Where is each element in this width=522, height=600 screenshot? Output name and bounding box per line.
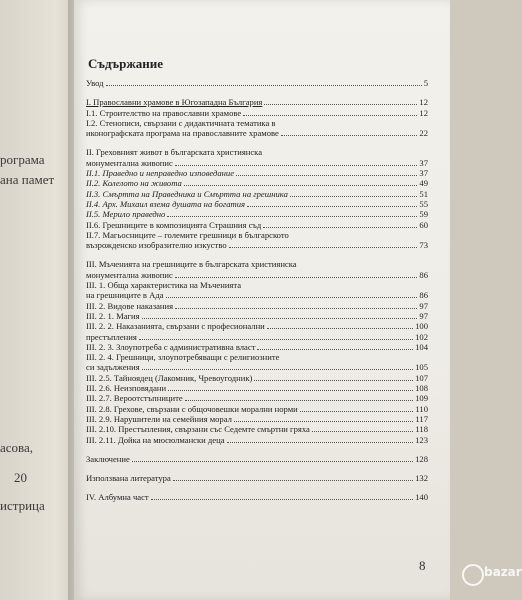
toc-entry (86, 492, 432, 502)
toc-leader (166, 297, 417, 298)
toc-gap (86, 138, 432, 147)
toc-entry-text: IV. Албумна част (86, 492, 149, 503)
toc-entry (86, 128, 432, 138)
toc-entry-text: I.2. Стенописи, свързани с дидактичната тематика в (86, 117, 276, 128)
toc-entry-page: 117 (415, 413, 428, 424)
toc-entry (86, 178, 432, 188)
toc-entry-text: престъпления (86, 331, 137, 342)
toc-entry-text: II.4. Арх. Михаил взема душата на богатия (86, 198, 246, 209)
toc-entry-page: 105 (415, 362, 428, 373)
toc-entry (86, 424, 432, 434)
toc-entry-text: II.1. Праведно и неправедно изповедание (86, 168, 235, 179)
toc-entry-page: 108 (415, 383, 428, 394)
toc-entry-page: 109 (415, 393, 428, 404)
toc-entry-text: I. Православни храмове в Югозападна България (86, 97, 263, 108)
toc-entry (86, 118, 432, 128)
toc-entry (86, 473, 432, 483)
toc-entry-text: Заключение (86, 453, 130, 464)
toc-leader (142, 369, 413, 370)
toc-entry-text: II. Греховният живот в българската християнска (86, 147, 263, 158)
toc-entry-page: 51 (419, 188, 428, 199)
toc-entry (86, 301, 432, 311)
toc-entry-page: 22 (419, 128, 428, 139)
toc-gap (86, 445, 432, 454)
toc-gap (86, 483, 432, 492)
toc-entry (86, 393, 432, 403)
toc-entry-text: III. 2.8. Грехове, свързани с общочовешки морални норми (86, 403, 298, 414)
toc-entry (86, 373, 432, 383)
toc-gap (86, 464, 432, 473)
toc-entry-text: възрожденско изобразително изкуство (86, 240, 227, 251)
toc-entry-text: III. 2. 2. Наказанията, свързани с професионални (86, 321, 265, 332)
toc-entry-text: III. 2. 1. Магия (86, 310, 140, 321)
toc-entry-text: III. 2. 3. Злоупотреба с административна власт (86, 341, 256, 352)
toc-entry-text: III. 1. Обща характеристика на Мъченията (86, 280, 242, 291)
toc-leader (234, 421, 413, 422)
toc-leader (168, 390, 413, 391)
toc-leader (151, 499, 413, 500)
toc-leader (267, 328, 413, 329)
toc-entry-page: 123 (415, 434, 428, 445)
left-text-fragment: 20 (14, 470, 27, 485)
watermark-logo (462, 560, 522, 592)
toc-entry-text: монументална живопис (86, 157, 173, 168)
toc-entry (86, 209, 432, 219)
toc-entry (86, 220, 432, 230)
toc-gap (86, 250, 432, 259)
toc-entry-page: 73 (419, 240, 428, 251)
toc-entry (86, 270, 432, 280)
toc-leader (263, 227, 417, 228)
toc-entry (86, 383, 432, 393)
toc-entry-page: 110 (415, 403, 428, 414)
toc-leader (167, 216, 417, 217)
toc-entry-text: III. 2.10. Престъпления, свързани със Седемте смъртни гряха (86, 424, 310, 435)
toc-entry (86, 435, 432, 445)
toc-leader (175, 277, 417, 278)
toc-entry-text: I.1. Строителство на православни храмове (86, 107, 242, 118)
toc-entry (86, 230, 432, 240)
toc-entry-page: 55 (419, 198, 428, 209)
toc-entry-text: III. 2.7. Вероотстъпниците (86, 393, 183, 404)
toc-entry-text: монументална живопис (86, 269, 173, 280)
toc-entry-page: 128 (415, 453, 428, 464)
toc-entry-page: 104 (415, 341, 428, 352)
toc-entry-text: II.2. Колелото на живота (86, 178, 182, 189)
toc-title: Съдържание (88, 56, 164, 71)
toc-entry-text: III. 2.9. Нарушители на семейния морал (86, 413, 232, 424)
toc-entry-page: 12 (419, 97, 428, 108)
toc-entry-page: 37 (419, 157, 428, 168)
toc-entry-page: 37 (419, 168, 428, 179)
toc-entry (86, 342, 432, 352)
toc-entry (86, 78, 432, 88)
toc-entry-page: 12 (419, 107, 428, 118)
toc-entry-page: 107 (415, 372, 428, 383)
toc-leader (257, 349, 413, 350)
toc-entry-page: 86 (419, 290, 428, 301)
toc-leader (185, 400, 413, 401)
toc-entry (86, 158, 432, 168)
toc-entry-page: 100 (415, 321, 428, 332)
toc-leader (173, 480, 413, 481)
toc-entry (86, 259, 432, 269)
toc-leader (247, 206, 417, 207)
toc-entry (86, 290, 432, 300)
toc-entry-page: 5 (423, 78, 428, 88)
toc-entry (86, 362, 432, 372)
toc-leader (175, 308, 417, 309)
book-page (74, 0, 522, 600)
toc-entry-page: 118 (415, 424, 428, 435)
toc-entry (86, 108, 432, 118)
toc-leader (132, 461, 413, 462)
toc-leader (290, 196, 417, 197)
toc-leader (243, 115, 417, 116)
bubble-icon (462, 564, 484, 586)
watermark-text: bazar (484, 565, 522, 579)
toc-entry-page: 102 (415, 331, 428, 342)
toc-leader (139, 339, 413, 340)
toc-entry-page: 49 (419, 178, 428, 189)
toc-entry (86, 414, 432, 424)
toc-entry-text: II.3. Смъртта на Праведника и Смъртта на грешника (86, 188, 288, 199)
toc-entry (86, 168, 432, 178)
toc-entry (86, 311, 432, 321)
toc-entry-text: III. Мъченията на грешниците в българската християнска (86, 259, 297, 270)
toc-entry-text: III. 2.5. Тайноядец (Лакомник, Чревоугодник) (86, 372, 253, 383)
toc-entry-text: II.7. Магьосниците – големите грешници в българското (86, 229, 289, 240)
toc-entry-page: 97 (419, 300, 428, 311)
toc-entry-page: 97 (419, 310, 428, 321)
toc-entry-text: II.6. Грешниците в композицията Страшния съд (86, 219, 262, 230)
toc-entry (86, 240, 432, 250)
toc-leader (236, 175, 417, 176)
toc-entry (86, 352, 432, 362)
toc-entry-text: на грешниците в Ада (86, 290, 164, 301)
toc-entry-text: III. 2. Видове наказания (86, 300, 174, 311)
toc-entry-text: III. 2.6. Неизповядани (86, 383, 167, 394)
toc-entry (86, 454, 432, 464)
toc-entry (86, 147, 432, 157)
left-text-fragment: истрица (0, 498, 45, 513)
toc-leader (227, 442, 413, 443)
toc-entry-page: 59 (419, 209, 428, 220)
table-of-contents (86, 78, 432, 503)
toc-gap (86, 88, 432, 97)
toc-entry-text: си задължения (86, 362, 140, 373)
toc-leader (254, 380, 413, 381)
toc-entry-text: III. 2. 4. Грешници, злоупотребяващи с религиозните (86, 352, 280, 363)
toc-leader (184, 185, 417, 186)
toc-entry (86, 332, 432, 342)
toc-leader (281, 135, 417, 136)
toc-entry (86, 97, 432, 107)
toc-entry-page: 60 (419, 219, 428, 230)
toc-leader (312, 431, 413, 432)
toc-entry (86, 280, 432, 290)
toc-leader (175, 165, 417, 166)
toc-leader (300, 411, 413, 412)
toc-entry (86, 199, 432, 209)
left-text-fragment: асова, (0, 440, 34, 455)
toc-entry-text: II.5. Мерило праведно (86, 209, 166, 220)
toc-entry-text: Увод (86, 78, 104, 88)
left-text-fragment: ана памет (0, 172, 55, 187)
toc-leader (106, 85, 422, 86)
toc-leader (264, 104, 417, 105)
toc-entry (86, 404, 432, 414)
toc-entry-text: Използвана литература (86, 473, 171, 484)
toc-entry-text: III. 2.11. Дойка на мюсюлмански деца (86, 434, 225, 445)
toc-leader (229, 247, 417, 248)
toc-entry-text: иконографската програма на православните храмове (86, 128, 279, 139)
toc-leader (142, 318, 417, 319)
toc-entry-page: 86 (419, 269, 428, 280)
toc-entry (86, 189, 432, 199)
page-number: 8 (419, 558, 426, 573)
toc-entry-page: 132 (415, 473, 428, 484)
left-text-fragment: рограма (0, 152, 45, 167)
toc-entry-page: 140 (415, 492, 428, 503)
toc-entry (86, 321, 432, 331)
